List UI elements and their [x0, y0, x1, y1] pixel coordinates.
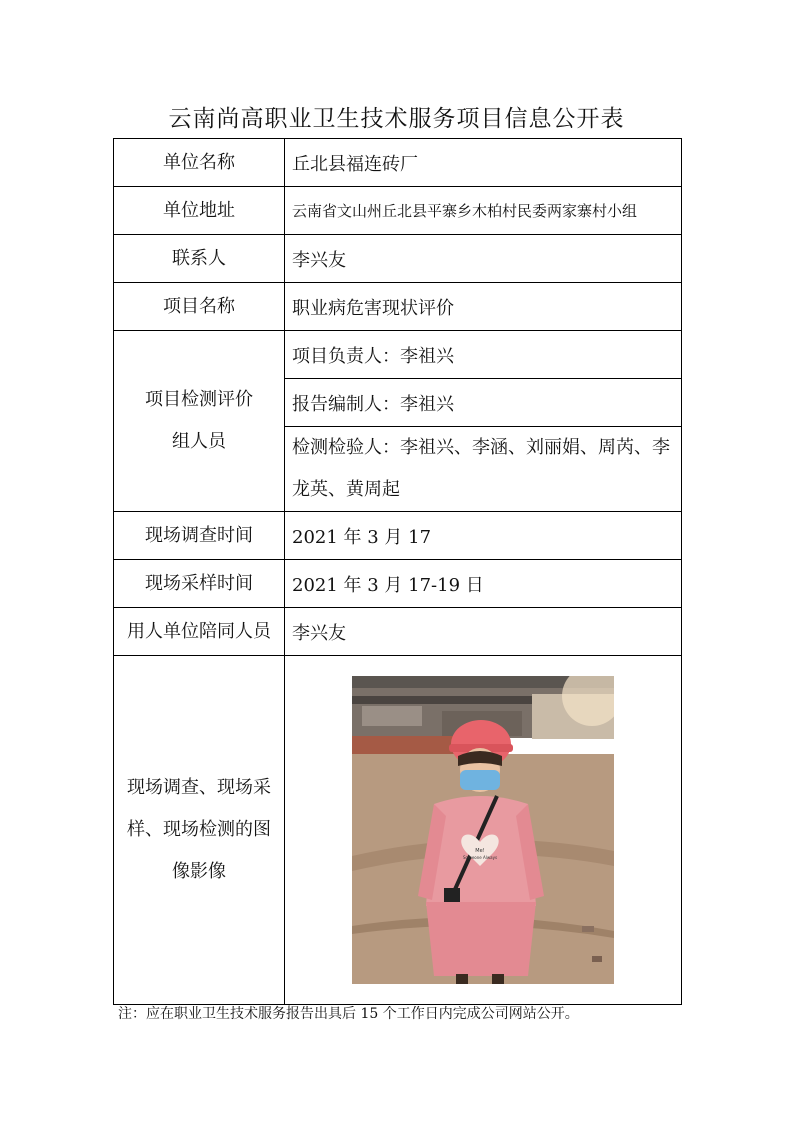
testers-value: 检测检验人：李祖兴、李涵、刘丽娟、周芮、李龙英、黄周起 [292, 437, 670, 500]
unit-name-label: 单位名称 [114, 139, 285, 187]
survey-time-value: 2021 年 3 月 17 [285, 512, 682, 560]
images-label: 现场调查、现场采样、现场检测的图像影像 [127, 777, 271, 882]
table-row [114, 560, 682, 608]
report-writer-value: 报告编制人：李祖兴 [285, 379, 682, 427]
escort-label: 用人单位陪同人员 [114, 608, 285, 656]
apron-text-line1: Me! [475, 848, 485, 854]
escort-value: 李兴友 [285, 608, 682, 656]
table-row [114, 187, 682, 235]
unit-address-label: 单位地址 [114, 187, 285, 235]
table-row [114, 608, 682, 656]
team-label-line1: 项目检测评价 [145, 389, 253, 410]
table-row [114, 512, 682, 560]
unit-address-value: 云南省文山州丘北县平寨乡木柏村民委两家寨村小组 [285, 187, 682, 235]
table-row [114, 283, 682, 331]
site-photo [352, 676, 614, 984]
project-name-value: 职业病危害现状评价 [285, 283, 682, 331]
contact-value: 李兴友 [285, 235, 682, 283]
table-row [114, 235, 682, 283]
team-label [114, 331, 285, 512]
table-row [114, 656, 682, 1005]
apron-text-line2: Someone Always [462, 855, 498, 860]
unit-name-value: 丘北县福连砖厂 [285, 139, 682, 187]
sampling-time-value: 2021 年 3 月 17-19 日 [285, 560, 682, 608]
mask-shape [460, 770, 500, 790]
page-title: 云南尚高职业卫生技术服务项目信息公开表 [168, 106, 625, 132]
table-row [114, 331, 682, 379]
footnote: 注：应在职业卫生技术服务报告出具后 15 个工作日内完成公司网站公开。 [118, 1006, 579, 1022]
info-table [113, 138, 682, 1005]
project-leader-value: 项目负责人：李祖兴 [285, 331, 682, 379]
contact-label: 联系人 [114, 235, 285, 283]
project-name-label: 项目名称 [114, 283, 285, 331]
table-row [114, 139, 682, 187]
sampling-time-label: 现场采样时间 [114, 560, 285, 608]
team-label-line2: 组人员 [172, 431, 226, 452]
survey-time-label: 现场调查时间 [114, 512, 285, 560]
